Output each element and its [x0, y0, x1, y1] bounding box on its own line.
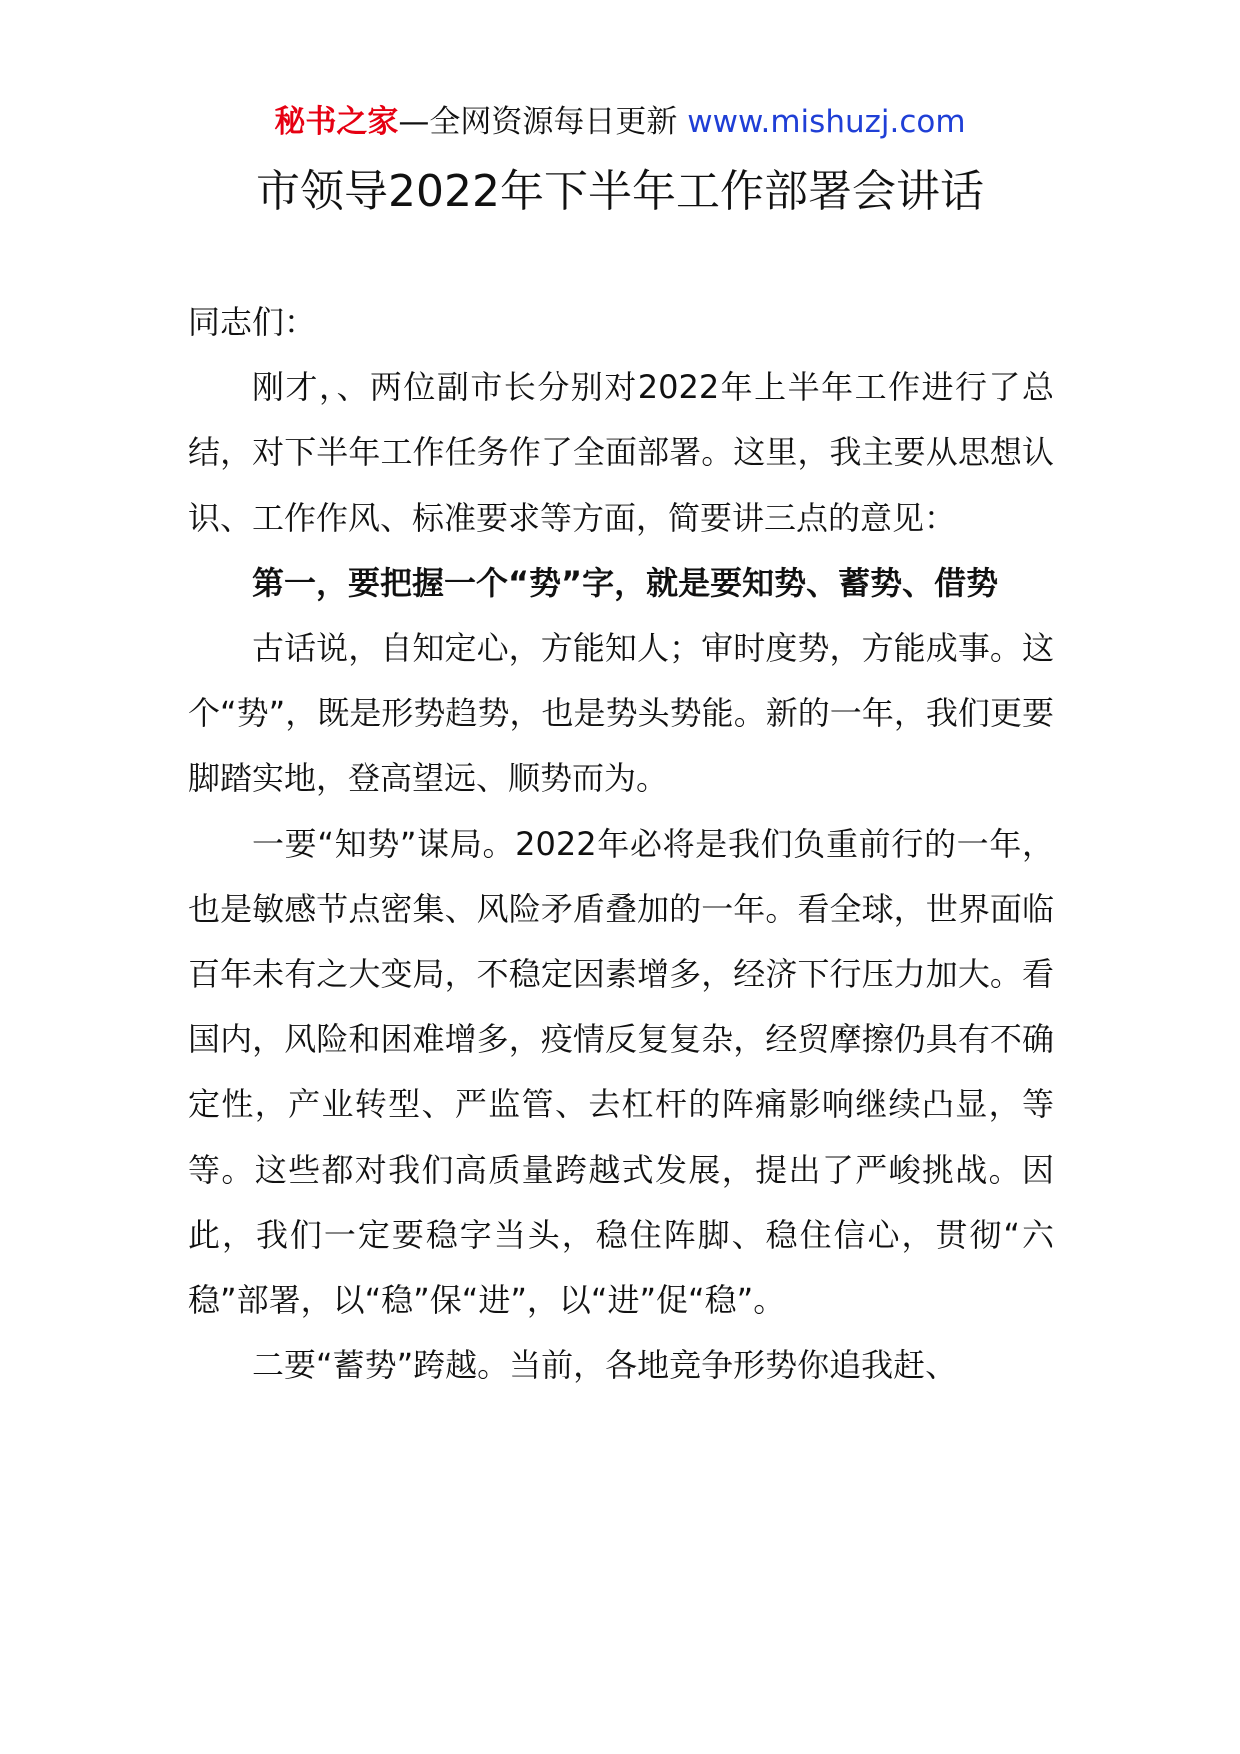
site-header — [0, 100, 1240, 144]
paragraph: 刚才，、两位副市长分别对2022年上半年工作进行了总结，对下半年工作任务作了全面部署。这里，我主要从思想认识、工作作风、标准要求等方面，简要讲三点的意见： — [188, 368, 1054, 537]
brand-name: 秘书之家 — [274, 104, 399, 140]
document-title: 市领导2022年下半年工作部署会讲话 — [256, 166, 984, 217]
paragraph: 二要“蓄势”跨越。当前，各地竞争形势你追我赶、 — [252, 1346, 958, 1385]
site-url-link[interactable]: www.mishuzj.com — [687, 104, 966, 140]
paragraph: 一要“知势”谋局。2022年必将是我们负重前行的一年，也是敏感节点密集、风险矛盾叠加的一年。看全球，世界面临百年未有之大变局，不稳定因素增多，经济下行压力加大。看国内，风险和困难增多，疫情反复复杂，经贸摩擦仍具有不确定性，产业转型、严监管、去杠杆的阵痛影响继续凸显，等等。这些都对我们高质量跨越式发展，提出了严峻挑战。因此，我们一定要稳字当头，稳住阵脚、稳住信心，贯彻“六稳”部署，以“稳”保“进”，以“进”促“稳”。 — [188, 824, 1054, 1320]
document-body — [188, 290, 1054, 1398]
salutation: 同志们： — [188, 303, 317, 341]
section-heading: 第一，要把握一个“势”字，就是要知势、蓄势、借势 — [252, 563, 999, 602]
header-tagline: —全网资源每日更新 — [398, 104, 688, 140]
paragraph: 古话说，自知定心，方能知人；审时度势，方能成事。这个“势”，既是形势趋势，也是势头势能。新的一年，我们更要脚踏实地，登高望远、顺势而为。 — [188, 629, 1054, 798]
